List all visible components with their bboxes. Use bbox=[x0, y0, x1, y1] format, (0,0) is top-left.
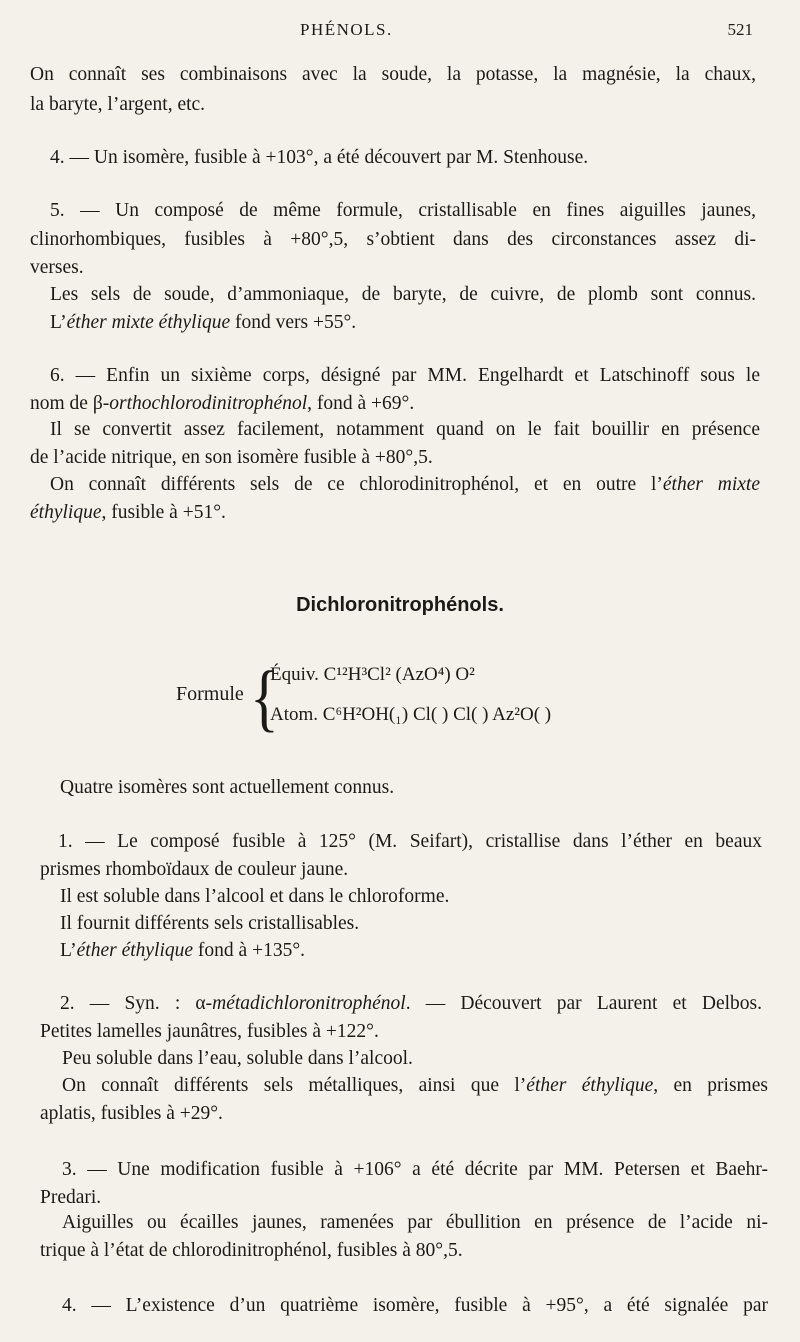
italic-text: éther mixte bbox=[662, 474, 760, 495]
formula-equiv: Équiv. C¹²H³Cl² (AzO⁴) O² bbox=[270, 664, 475, 685]
paragraph-line: prismes rhomboïdaux de couleur jaune. bbox=[40, 859, 349, 880]
paragraph-line: Peu soluble dans l’eau, soluble dans l’alcool. bbox=[62, 1048, 413, 1069]
text: 2. — Syn. : α- bbox=[60, 993, 213, 1014]
paragraph-line bbox=[60, 935, 305, 966]
text: On connaît différents sels de ce chlorodinitrophénol, et en outre l’ bbox=[50, 474, 663, 495]
paragraph-line: Quatre isomères sont actuellement connus. bbox=[60, 777, 395, 798]
paragraph-line: aplatis, fusibles à +29°. bbox=[40, 1103, 223, 1124]
paragraph-line: 3. — Une modification fusible à +106° a été décrite par MM. Petersen et Baehr- bbox=[62, 1159, 768, 1180]
paragraph-line: de l’acide nitrique, en son isomère fusible à +80°,5. bbox=[30, 447, 433, 468]
text: , en prismes bbox=[653, 1075, 768, 1096]
formula-atom: Atom. C⁶H²OH(₁) Cl( ) Cl( ) Az²O( ) bbox=[270, 704, 552, 725]
paragraph-line: la baryte, l’argent, etc. bbox=[30, 94, 206, 115]
text: , fusible à +51°. bbox=[101, 502, 226, 523]
italic-text: éther éthylique bbox=[76, 940, 194, 961]
italic-text: orthochlorodinitrophénol bbox=[109, 393, 308, 414]
paragraph-line: On connaît ses combinaisons avec la soude, la potasse, la magnésie, la chaux, bbox=[30, 64, 756, 85]
text: fond vers +55°. bbox=[230, 312, 357, 333]
paragraph-line bbox=[30, 497, 756, 528]
paragraph-line bbox=[60, 988, 762, 1019]
text: L’ bbox=[60, 940, 77, 961]
formula-label: Formule bbox=[176, 683, 244, 705]
paragraph-line: Il fournit différents sels cristallisables. bbox=[60, 913, 360, 934]
paragraph-line: Aiguilles ou écailles jaunes, ramenées par ébullition en présence de l’acide ni- bbox=[62, 1212, 768, 1233]
paragraph-line: 5. — Un composé de même formule, cristallisable en fines aiguilles jaunes, bbox=[50, 200, 756, 221]
paragraph-line: Il est soluble dans l’alcool et dans le chloroforme. bbox=[60, 886, 450, 907]
paragraph-line: trique à l’état de chlorodinitrophénol, fusibles à 80°,5. bbox=[40, 1240, 463, 1261]
paragraph-line bbox=[50, 307, 776, 338]
text: nom de β- bbox=[30, 393, 110, 414]
running-title: PHÉNOLS. bbox=[300, 20, 393, 39]
page-number: 521 bbox=[727, 20, 753, 39]
italic-text: éthylique bbox=[30, 502, 102, 523]
paragraph-line: 4. — Un isomère, fusible à +103°, a été découvert par M. Stenhouse. bbox=[50, 147, 589, 168]
paragraph-line: Petites lamelles jaunâtres, fusibles à +122°. bbox=[40, 1021, 379, 1042]
paragraph-line bbox=[62, 1070, 768, 1101]
paragraph-line: Les sels de soude, d’ammoniaque, de baryte, de cuivre, de plomb sont connus. bbox=[50, 284, 756, 305]
paragraph-line: 1. — Le composé fusible à 125° (M. Seifart), cristallise dans l’éther en beaux bbox=[58, 831, 762, 852]
italic-text: métadichloronitrophénol bbox=[212, 993, 406, 1014]
text: . — Découvert par Laurent et Delbos. bbox=[405, 993, 762, 1014]
text: fond à +135°. bbox=[193, 940, 305, 961]
italic-text: éther éthylique bbox=[526, 1075, 654, 1096]
paragraph-line: Predari. bbox=[40, 1187, 102, 1208]
paragraph-line: 4. — L’existence d’un quatrième isomère, fusible à +95°, a été signalée par bbox=[62, 1295, 768, 1316]
text: L’ bbox=[50, 312, 67, 333]
paragraph-line: Il se convertit assez facilement, notamment quand on le fait bouillir en présence bbox=[50, 419, 760, 440]
section-heading: Dichloronitrophénols. bbox=[296, 594, 504, 616]
paragraph-line: 6. — Enfin un sixième corps, désigné par MM. Engelhardt et Latschinoff sous le bbox=[50, 365, 760, 386]
text: On connaît différents sels métalliques, ainsi que l’ bbox=[62, 1075, 527, 1096]
running-head bbox=[0, 20, 800, 44]
text: , fond à +69°. bbox=[307, 393, 415, 414]
paragraph-line: clinorhombiques, fusibles à +80°,5, s’obtient dans des circonstances assez di- bbox=[30, 229, 756, 250]
paragraph-line bbox=[50, 469, 760, 500]
paragraph-line: verses. bbox=[30, 257, 84, 278]
brace-icon: { bbox=[250, 656, 279, 739]
italic-text: éther mixte éthylique bbox=[66, 312, 231, 333]
